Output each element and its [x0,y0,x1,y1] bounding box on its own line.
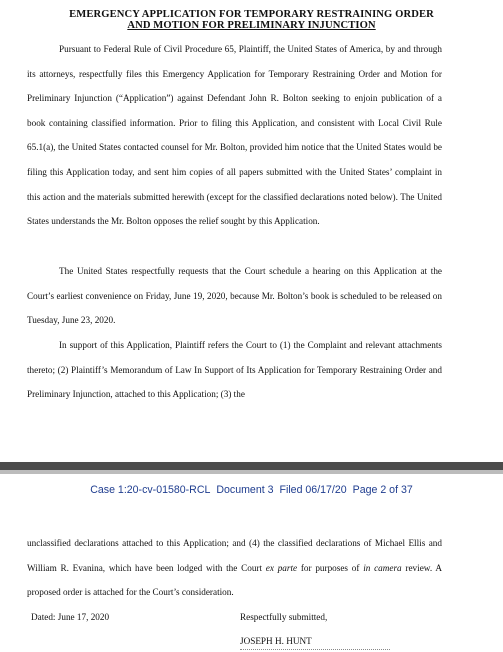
paragraph-declarations [27,531,442,605]
pdf-page-2 [0,474,503,652]
italic-text: ex parte [265,562,298,573]
page-divider [0,462,503,470]
page-count: Page 2 of 37 [352,484,413,496]
document-title-line-2: AND MOTION FOR PRELIMINARY INJUNCTION [127,20,376,31]
case-header [0,484,503,496]
italic-text: in camera [363,562,402,573]
case-number: Case 1:20-cv-01580-RCL [90,484,211,496]
paragraph-text: review. A proposed order is attached for the Court’s consideration. [27,562,442,598]
signatory-name: JOSEPH H. HUNT [240,636,312,646]
paragraph-hearing-request: The United States respectfully requests that the Court schedule a hearing on this Application at the Court’s earliest convenience on Friday, June 19, 2020, because Mr. Bolton’s book is scheduled to be released on Tuesday, June 23, 2020. [27,266,442,326]
document-title-line-1: EMERGENCY APPLICATION FOR TEMPORARY RESTRAINING ORDER [69,9,434,20]
document-number: Document 3 [216,484,274,496]
closing-line: Respectfully submitted, [240,612,328,622]
paragraph-text: unclassified declarations attached to this Application; and (4) the classified declarations of Michael Ellis and William R. Evanina, which have been lodged with the Court [27,538,442,573]
filed-date: Filed 06/17/20 [279,484,347,496]
date-line: Dated: June 17, 2020 [31,612,110,622]
paragraph-text: for purposes of [297,562,364,573]
paragraph-support: In support of this Application, Plaintiff refers the Court to (1) the Complaint and relevant attachments thereto; (2) Plaintiff’s Memorandum of Law In Support of Its Application for Temporary Restraining Order and Preliminary Injunction, attached to this Application; (3) the [27,340,442,400]
paragraph-application: Pursuant to Federal Rule of Civil Procedure 65, Plaintiff, the United States of America, by and through its attorneys, respectfully files this Emergency Application for Temporary Restraining Order and Motion for Preliminary Injunction (“Application”) against Defendant John R. Bolton seeking to enjoin publication of a book containing classified information. Prior to filing this Application, and consistent with Local Civil Rule 65.1(a), the United States contacted counsel for Mr. Bolton, provided him notice that the United States would be filing this Application today, and sent him copies of all papers submitted with the United States’ complaint in this action and the materials submitted herewith (except for the classified declarations noted below). The United States understands the Mr. Bolton opposes the relief sought by this Application. [27,44,442,227]
